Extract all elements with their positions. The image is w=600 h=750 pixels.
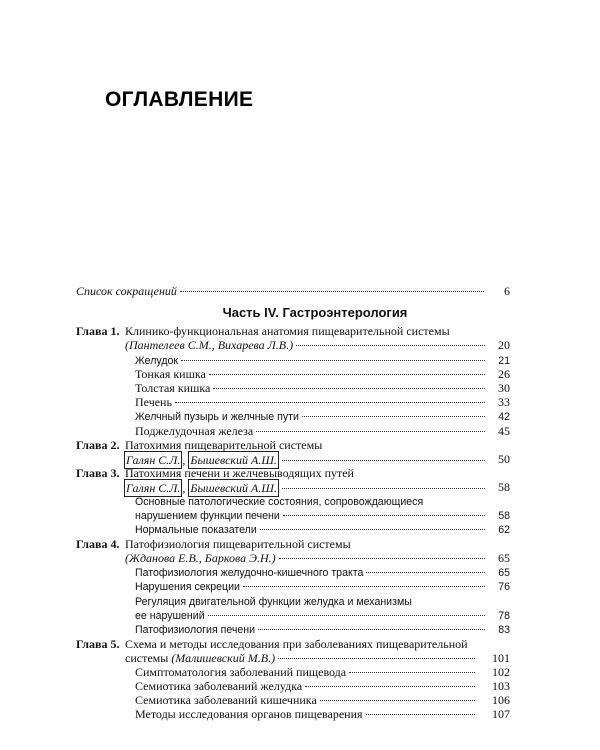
toc-chapter-4-authors[interactable] [0, 550, 600, 566]
section-title: нарушением функции печени [135, 510, 280, 522]
leader-dots [256, 431, 485, 432]
toc-section[interactable] [0, 394, 600, 410]
page-number: 62 [498, 524, 510, 536]
entry-text: Список сокращений [76, 284, 177, 298]
chapter-label: Глава 2. [76, 438, 120, 452]
author-separator: , [182, 481, 186, 495]
author-box: Галян С.Л. [126, 453, 181, 467]
page-number: 65 [498, 567, 510, 579]
toc-entry-abbreviations[interactable] [0, 283, 600, 299]
page-number: 102 [492, 665, 510, 679]
chapter-title-cont: системы [125, 651, 172, 665]
section-title: Нарушения секреции [135, 581, 240, 593]
leader-dots [278, 658, 475, 659]
author-separator: , [182, 453, 186, 467]
section-title: Желчный пузырь и желчные пути [135, 411, 299, 423]
chapter-authors: (Жданова Е.В., Баркова Э.Н.) [125, 551, 276, 565]
leader-dots [366, 572, 485, 573]
page-number: 50 [498, 452, 510, 466]
leader-dots [296, 345, 485, 346]
toc-chapter-1-authors[interactable] [0, 337, 600, 353]
leader-dots [305, 686, 475, 687]
author-box: Галян С.Л. [126, 481, 181, 495]
page-title: ОГЛАВЛЕНИЕ [105, 88, 254, 111]
page-number: 21 [498, 355, 510, 367]
leader-dots [208, 615, 485, 616]
page-number: 107 [492, 707, 510, 721]
page-number: 33 [498, 395, 510, 409]
section-title: Печень [135, 395, 172, 409]
page-number: 65 [498, 551, 510, 565]
section-title: Желудок [135, 355, 179, 367]
leader-dots [180, 291, 484, 292]
toc-chapter-3-authors[interactable] [0, 479, 600, 495]
leader-dots [279, 558, 485, 559]
leader-dots [213, 388, 485, 389]
page-number: 6 [504, 284, 510, 298]
leader-dots [282, 460, 485, 461]
chapter-title: Патохимия печени и желчевыводящих путей [125, 466, 354, 480]
page-number: 101 [492, 651, 510, 665]
leader-dots [260, 529, 485, 530]
page-number: 76 [498, 581, 510, 593]
section-title: Тонкая кишка [135, 367, 206, 381]
chapter-title: Патофизиология пищеварительной системы [125, 537, 351, 551]
leader-dots [175, 402, 485, 403]
chapter-label: Глава 3. [76, 466, 120, 480]
toc-section[interactable] [0, 706, 600, 722]
part-title: Часть IV. Гастроэнтерология [222, 305, 408, 320]
page-number: 20 [498, 338, 510, 352]
toc-section[interactable] [0, 579, 600, 595]
section-title: Симптоматология заболеваний пищевода [135, 665, 347, 679]
page-number: 103 [492, 679, 510, 693]
page-number: 106 [492, 693, 510, 707]
leader-dots [349, 672, 475, 673]
leader-dots [283, 515, 485, 516]
chapter-label: Глава 5. [76, 637, 120, 651]
section-title: Семиотика заболеваний кишечника [135, 693, 317, 707]
page-number: 45 [498, 424, 510, 438]
section-title: Толстая кишка [135, 381, 211, 395]
page-number: 78 [498, 610, 510, 622]
section-title: Патофизиология печени [135, 624, 256, 636]
page-number: 26 [498, 367, 510, 381]
chapter-title: Схема и методы исследования при заболеваниях пищеварительной [125, 637, 468, 651]
section-title: ее нарушений [135, 610, 205, 622]
section-title: Поджелудочная железа [135, 424, 254, 438]
leader-dots [258, 629, 485, 630]
leader-dots [243, 586, 485, 587]
section-title: Патофизиология желудочно-кишечного тракта [135, 567, 364, 579]
page-number: 83 [498, 624, 510, 636]
chapter-authors: (Пантелеев С.М., Вихарева Л.В.) [125, 338, 294, 352]
section-title: Основные патологические состояния, сопровождающиеся [135, 496, 424, 508]
section-title: Нормальные показатели [135, 524, 257, 536]
leader-dots [366, 714, 475, 715]
page-number: 30 [498, 381, 510, 395]
leader-dots [181, 360, 485, 361]
chapter-title: Клинико-функциональная анатомия пищеварительной системы [125, 324, 450, 338]
page-number: 42 [498, 411, 510, 423]
page-number: 58 [498, 480, 510, 494]
leader-dots [302, 416, 485, 417]
chapter-label: Глава 4. [76, 537, 120, 551]
page-number: 58 [498, 510, 510, 522]
leader-dots [282, 488, 485, 489]
section-title: Методы исследования органов пищеварения [135, 707, 363, 721]
chapter-label: Глава 1. [76, 324, 120, 338]
author-box: Бышевский А.Ш. [190, 481, 277, 495]
chapter-title: Патохимия пищеварительной системы [125, 438, 323, 452]
chapter-authors: (Малишевский М.В.) [171, 651, 276, 665]
section-title: Регуляция двигательной функции желудка и механизмы [135, 596, 412, 608]
leader-dots [320, 700, 475, 701]
section-title: Семиотика заболеваний желудка [135, 679, 303, 693]
leader-dots [209, 374, 485, 375]
author-box: Бышевский А.Ш. [190, 453, 277, 467]
